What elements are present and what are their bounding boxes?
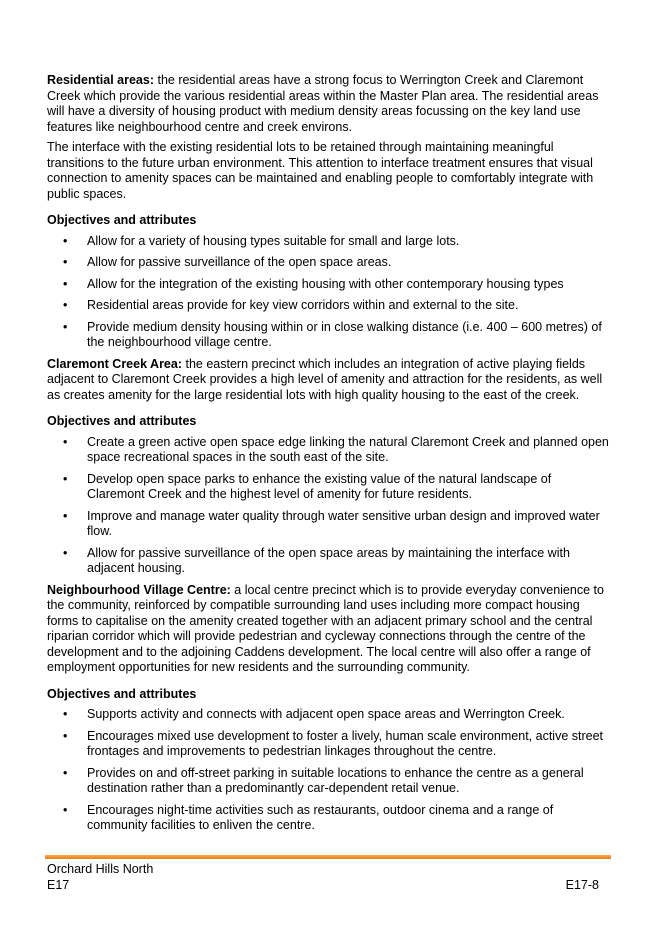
- village-paragraph: [47, 583, 609, 676]
- village-objectives-heading: Objectives and attributes: [47, 686, 197, 701]
- bullet-icon: •: [63, 765, 68, 780]
- list-item: • Develop open space parks to enhance the existing value of the natural landscape of Claremont Creek and the highest level of amenity for future residents.: [63, 471, 552, 501]
- residential-paragraph: [47, 73, 609, 135]
- residential-objectives-heading: Objectives and attributes: [47, 213, 197, 227]
- village-text: a local centre precinct which is to provide everyday convenience to the community, reinforced by compatible surrounding land uses including more compact housing forms to capitalise on the amenity created together with an adjacent primary school and the central riparian corridor which will provide pedestrian and cycleway connections through the centre of the development and to the adjoining Caddens development. The local centre will also offer a range of employment opportunities for new residents and the surrounding community.: [47, 582, 604, 674]
- list-item: • Encourages night-time activities such as restaurants, outdoor cinema and a range of community facilities to enliven the centre.: [63, 802, 554, 832]
- bullet-icon: •: [63, 298, 68, 312]
- page-number: E17-8: [565, 877, 599, 892]
- list-item: • Supports activity and connects with adjacent open space areas and Werrington Creek.: [63, 707, 565, 721]
- bullet-icon: •: [63, 471, 68, 486]
- claremont-label: Claremont Creek Area:: [47, 356, 183, 371]
- document-body: [47, 73, 609, 840]
- list-item: • Allow for passive surveillance of the open space areas.: [63, 255, 392, 269]
- bullet-icon: •: [63, 276, 68, 291]
- bullet-icon: •: [63, 319, 68, 334]
- claremont-objectives-heading: Objectives and attributes: [47, 414, 197, 428]
- village-label: Neighbourhood Village Centre:: [47, 582, 231, 597]
- list-item: • Provide medium density housing within or in close walking distance (i.e. 400 – 600 metres) of the neighbourhood village centre.: [63, 319, 602, 349]
- claremont-objectives-list: [47, 435, 609, 577]
- bullet-icon: •: [63, 508, 68, 523]
- residential-text: the residential areas have a strong focus to Werrington Creek and Claremont Creek which provide the various residential areas within the Master Plan area. The residential areas will have a diversity of housing product with medium density areas focussing on the key land use features like neighbourhood centre and creek environs.: [47, 73, 599, 134]
- list-item: • Residential areas provide for key view corridors within and external to the site.: [63, 298, 519, 312]
- list-item: • Encourages mixed use development to foster a lively, human scale environment, active street frontages and improvements to pedestrian linkages throughout the centre.: [63, 728, 604, 758]
- list-item: • Allow for a variety of housing types suitable for small and large lots.: [63, 233, 460, 248]
- footer-section-code: E17: [47, 877, 70, 892]
- bullet-icon: •: [63, 255, 68, 269]
- residential-label: Residential areas:: [47, 73, 154, 87]
- village-objectives-list: [47, 707, 609, 834]
- bullet-icon: •: [63, 233, 68, 248]
- list-item: • Improve and manage water quality through water sensitive urban design and improved water flow.: [63, 508, 600, 538]
- claremont-text: the eastern precinct which includes an integration of active playing fields adjacent to Claremont Creek provides a high level of amenity and attraction for the residents, as well as creates amenity for the large residential lots with high quality housing to the east of the creek.: [47, 356, 603, 402]
- list-item: • Allow for passive surveillance of the open space areas by maintaining the interface with adjacent housing.: [63, 545, 570, 575]
- claremont-paragraph: [47, 357, 609, 404]
- list-item: • Provides on and off-street parking in suitable locations to enhance the centre as a general destination rather than a predominantly car-dependent retail venue.: [63, 765, 584, 795]
- footer-rule: [45, 855, 611, 859]
- bullet-icon: •: [63, 545, 68, 560]
- interface-paragraph: The interface with the existing residential lots to be retained through maintaining meaningful transitions to the future urban environment. This attention to interface treatment ensures that visual connection to amenity spaces can be maintained and enabling people to comfortably integrate with public spaces.: [47, 140, 594, 201]
- footer-title: Orchard Hills North: [47, 862, 154, 876]
- bullet-icon: •: [63, 434, 68, 449]
- page-footer: [47, 862, 599, 893]
- bullet-icon: •: [63, 707, 68, 721]
- bullet-icon: •: [63, 802, 68, 817]
- list-item: • Allow for the integration of the existing housing with other contemporary housing types: [63, 276, 564, 291]
- bullet-icon: •: [63, 728, 68, 743]
- list-item: • Create a green active open space edge linking the natural Claremont Creek and planned open space recreational spaces in the south east of the site.: [63, 434, 609, 464]
- residential-objectives-list: [47, 234, 609, 351]
